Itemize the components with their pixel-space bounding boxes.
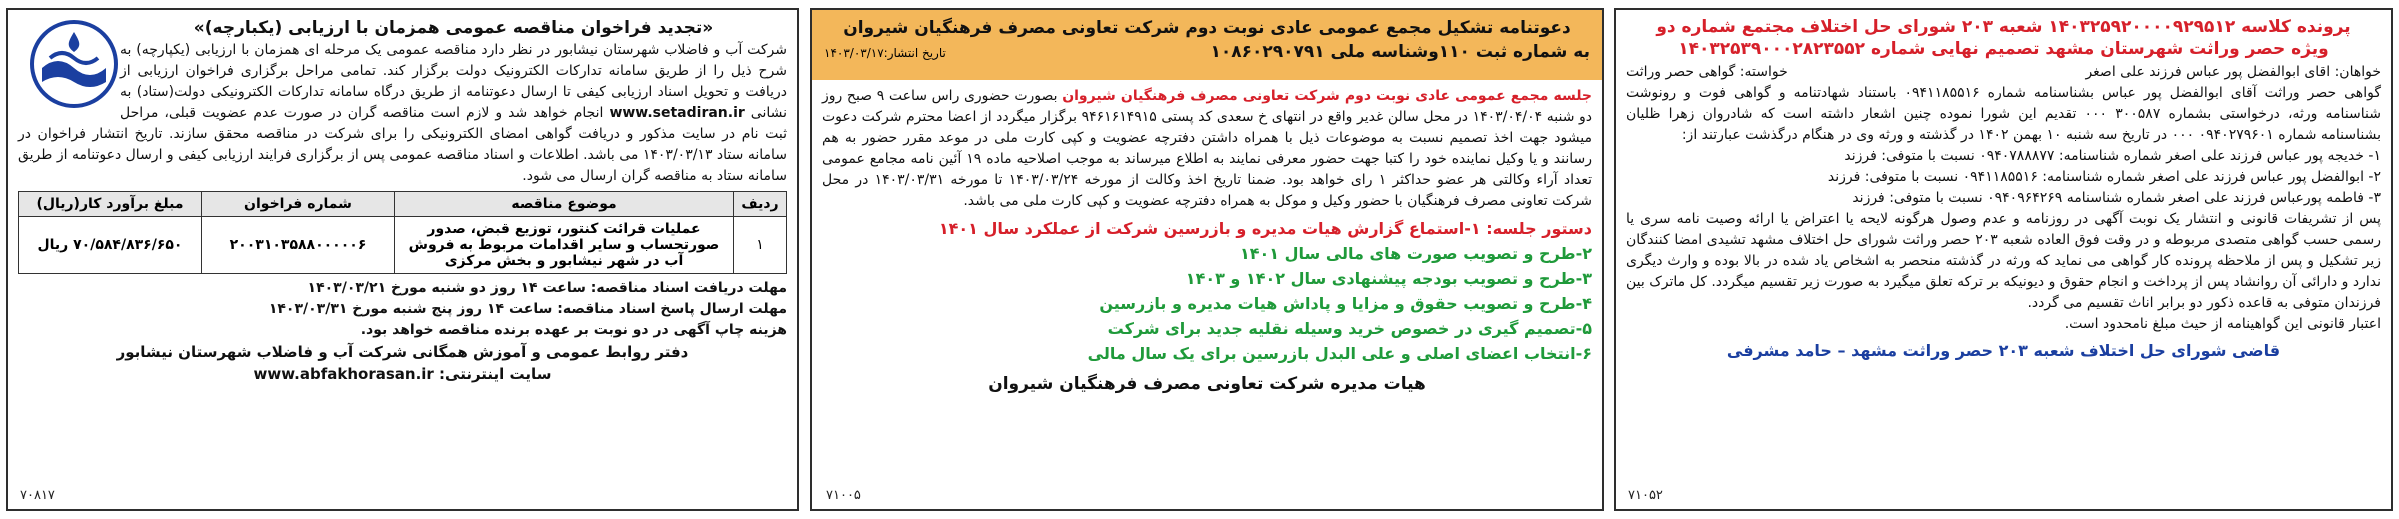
- agenda-item: ۲-طرح و تصویب صورت های مالی سال ۱۴۰۱: [1240, 244, 1592, 263]
- column-header: ردیف: [734, 192, 787, 217]
- case-title: پرونده کلاسه ۱۴۰۳۲۵۹۲۰۰۰۰۹۲۹۵۱۲ شعبه ۲۰۳ شورای حل اختلاف مجتمع شماره دو: [1656, 17, 2351, 37]
- column-header: مبلغ برآورد کار(ریال): [19, 192, 202, 217]
- tender-intro: شرکت آب و فاضلاب شهرستان نیشابور در نظر دارد مناقصه عمومی یک مرحله ای همزمان با ارزیابی (یکپارچه) به شرح ذیل را از طریق سامانه تدارکات الکترونیک دولت برگزار کند. تمامی مراحل برگزاری فراخوان ارزیابی از دریافت و تحویل اسناد ارزیابی کیفی تا ارسال دعوتنامه از طریق درگاه سامانه تدارکات الکترونیکی دولت(ستاد) به نشانی www.setadiran.ir انجام خواهد شد و لازم است مناقصه گران در صورت عدم عضویت قبلی، مراحل ثبت نام در سایت مذکور و دریافت گواهی امضای الکترونیکی را برای شرکت در مناقصه محقق سازند. تاریخ انتشار فراخوان در سامانه ستاد ۱۴۰۳/۰۳/۱۳ می باشد. اطلاعات و اسناد مناقصه عمومی پس از برگزاری فرایند ارزیابی کیفی و ارسال دعوتنامه از طریق سامانه ستاد به مناقصه گران ارسال می شود.: [17, 42, 787, 184]
- case-subtitle: ویژه حصر وراثت شهرستان مشهد تصمیم نهایی شماره ۱۴۰۳۲۵۳۹۰۰۰۲۸۲۳۵۵۲: [1678, 39, 2329, 59]
- agenda-label: دستور جلسه: ۱-استماع گزارش هیات مدیره و بازرسین شرکت از عملکرد سال ۱۴۰۱: [938, 219, 1592, 238]
- agenda-item: ۴-طرح و تصویب حقوق و مزایا و پاداش هیات مدیره و بازرسین: [1099, 294, 1592, 313]
- agenda-list: [822, 216, 1592, 366]
- assembly-body: [822, 86, 1592, 509]
- agenda-item: ۳-طرح و تصویب بودجه پیشنهادی سال ۱۴۰۲ و ۱۴۰۳: [1185, 269, 1592, 288]
- agenda-item: ۶-انتخاب اعضای اصلی و علی البدل بازرسین برای یک سال مالی: [1087, 344, 1592, 363]
- case-parties: [1626, 62, 2381, 83]
- assembly-title: دعوتنامه تشکیل مجمع عمومی عادی نوبت دوم شرکت تعاونی مصرف فرهنگیان شیروان: [843, 18, 1571, 38]
- table-header-row: [19, 192, 787, 217]
- table-cell: ۷۰/۵۸۴/۸۳۶/۶۵۰ ریال: [19, 217, 202, 274]
- tender-notice: [6, 8, 799, 511]
- column-header: شماره فراخوان: [202, 192, 395, 217]
- assembly-subtitle-row: [824, 40, 1590, 64]
- ad-code: ۷۰۸۱۷: [20, 488, 55, 503]
- ad-code: ۷۱۰۵۲: [1628, 488, 1663, 503]
- ad-code: ۷۱۰۰۵: [826, 488, 861, 503]
- case-body: گواهی حصر وراثت آقای ابوالفضل پور عباس بشناسنامه شماره ۰۹۴۱۱۸۵۵۱۶ باستناد شهادتنامه و گواهی فوت و رونوشت شناسنامه ورثه، درخواستی بشماره ۳۰۰۵۸۷ ۰۰۰ تقدیم این شورا نموده چنین اشعار داشته است که شادروان زهرا ظلیان بشناسنامه شماره ۰۹۴۰۲۷۹۶۰۱ ۰۰۰ در تاریخ سه شنبه ۱۰ بهمن ۱۴۰۲ در گذشته و ورثه وی در هنگام درگذشت عبارتند از:: [1626, 85, 2382, 143]
- company-website-link[interactable]: www.abfakhorasan.ir: [253, 365, 434, 383]
- deadline-receive: مهلت دریافت اسناد مناقصه: ساعت ۱۴ روز دو شنبه مورخ ۱۴۰۳/۰۳/۲۱: [307, 280, 787, 296]
- plaintiff: خواهان: اقای ابوالفضل پور عباس فرزند علی اصغر: [2085, 64, 2381, 80]
- case-ruling: پس از تشریفات قانونی و انتشار یک نوبت آگهی در روزنامه و عدم وصول هرگونه لایحه یا اعتراض یا ارائه وصیت نامه سری یا رسمی حسب گواهی متصدی مربوطه و در وقت فوق العاده شعبه ۲۰۳ حصر وراثت شورای حل اختلاف مشهد تشیدی امضا کنندگان زیر تشکیل و پس از ملاحظه پرونده کار گواهی می نماید که ورثه در گذشته منحصر به اشخاص یاد شده در بالا بوده و وارث دیگری ندارد و دارائی آن روانشاد پس از پرداخت و انجام حقوق و دیونیکه بر ترکه تعلق میگیرد به صورت زیر تقسیم میگردد. کل ماترک بین فرزندان متوفی به قاعده ذکور دو برابر اناث تقسیم می گردد.: [1626, 211, 2382, 311]
- water-company-logo-icon: [28, 18, 120, 110]
- assembly-header: [812, 10, 1602, 80]
- issuer-office: دفتر روابط عمومی و آموزش همگانی شرکت آب و فاضلاب شهرستان نیشابور: [116, 343, 689, 361]
- setad-website-link[interactable]: www.setadiran.ir: [609, 105, 745, 121]
- table-row: [19, 217, 787, 274]
- judge-signature: قاضی شورای حل اختلاف شعبه ۲۰۳ حصر وراثت مشهد – حامد مشرفی: [1726, 341, 2281, 360]
- heir-item: ۳- فاطمه پورعباس فرزند علی اصغر شماره شناسنامه ۰۹۴۰۹۶۴۲۶۹ نسبت با متوفی: فرزند: [1852, 190, 2381, 206]
- inheritance-notice: [1614, 8, 2393, 511]
- website-line: سایت اینترنتی: www.abfakhorasan.ir: [253, 365, 552, 383]
- table-cell: ۲۰۰۳۱۰۳۵۸۸۰۰۰۰۰۶: [202, 217, 395, 274]
- agenda-item: ۵-تصمیم گیری در خصوص خرید وسیله نقلیه جدید برای شرکت: [1107, 319, 1592, 338]
- claim: خواسته: گواهی حصر وراثت: [1626, 64, 1788, 80]
- case-validity: اعتبار قانونی این گواهینامه از حیث مبلغ نامحدود است.: [2064, 316, 2381, 332]
- assembly-signature: هیات مدیره شرکت تعاونی مصرف فرهنگیان شیروان: [988, 374, 1426, 394]
- agenda-item: ۱-استماع گزارش هیات مدیره و بازرسین شرکت از عملکرد سال ۱۴۰۱: [938, 219, 1481, 238]
- assembly-text: جلسه مجمع عمومی عادی نوبت دوم شرکت تعاونی مصرف فرهنگیان شیروان بصورت حضوری راس ساعت ۹ صبح روز دو شنبه ۱۴۰۳/۰۴/۰۴ در محل سالن غدیر واقع در انتهای خ سعدی کد پستی ۹۴۶۱۶۱۴۹۱۵ برگزار میگردد از اعضا محترم شرکت دعوت میشود جهت اخذ تصمیم نسبت به موضوعات ذیل با همراه داشتن دفترچه عضویت و کپی کارت ملی در موعد مقرر حضور به هم رسانند و یا وکیل نماینده خود را کتبا جهت حضور معرفی نمایند به اطلاع میرساند به موجب اصلاحیه ماده ۱۹ آئین نامه مجامع عمومی تعداد آراء وکالتی هر عضو حداکثر ۱ رای خواهد بود. ضمنا تاریخ اخذ وکالت از مورخه ۱۴۰۳/۰۳/۲۴ تا مورخه ۱۴۰۳/۰۳/۳۱ در محل شرکت تعاونی مصرف فرهنگیان با حضور وکیل و موکل به همراه دفترچه عضویت و کپی کارت ملی می باشد.: [822, 88, 1593, 209]
- cost-note: هزینه چاپ آگهی در دو نوبت بر عهده برنده مناقصه خواهد بود.: [360, 322, 787, 338]
- table-cell: عملیات قرائت کنتور، توزیع قبض، صدور صورتحساب و سایر اقدامات مربوط به فروش آب در شهر نیشابور و بخش مرکزی: [395, 217, 734, 274]
- heir-item: ۱- خدیجه پور عباس فرزند علی اصغر شماره شناسنامه: ۰۹۴۰۷۸۸۸۷۷ نسبت با متوفی: فرزند: [1844, 148, 2381, 164]
- tender-table: [18, 191, 787, 274]
- tender-title: «تجدید فراخوان مناقصه عمومی همزمان با ارزیابی (یکبارچه)»: [193, 18, 714, 38]
- table-cell: ۱: [734, 217, 787, 274]
- assembly-registration: به شماره ثبت ۱۱۰وشناسه ملی ۱۰۸۶۰۲۹۰۷۹۱: [1210, 42, 1590, 62]
- column-header: موضوع مناقصه: [395, 192, 734, 217]
- assembly-invitation: [810, 8, 1604, 511]
- assembly-lead: جلسه مجمع عمومی عادی نوبت دوم شرکت تعاونی مصرف فرهنگیان شیروان: [1062, 88, 1593, 104]
- publication-date: تاریخ انتشار:۱۴۰۳/۰۳/۱۷: [824, 46, 946, 60]
- deadline-submit: مهلت ارسال پاسخ اسناد مناقصه: ساعت ۱۴ روز پنج شنبه مورخ ۱۴۰۳/۰۳/۳۱: [268, 301, 787, 317]
- heir-item: ۲- ابوالفضل پور عباس فرزند علی اصغر شماره شناسنامه: ۰۹۴۱۱۸۵۵۱۶ نسبت با متوفی: فرزند: [1827, 169, 2381, 185]
